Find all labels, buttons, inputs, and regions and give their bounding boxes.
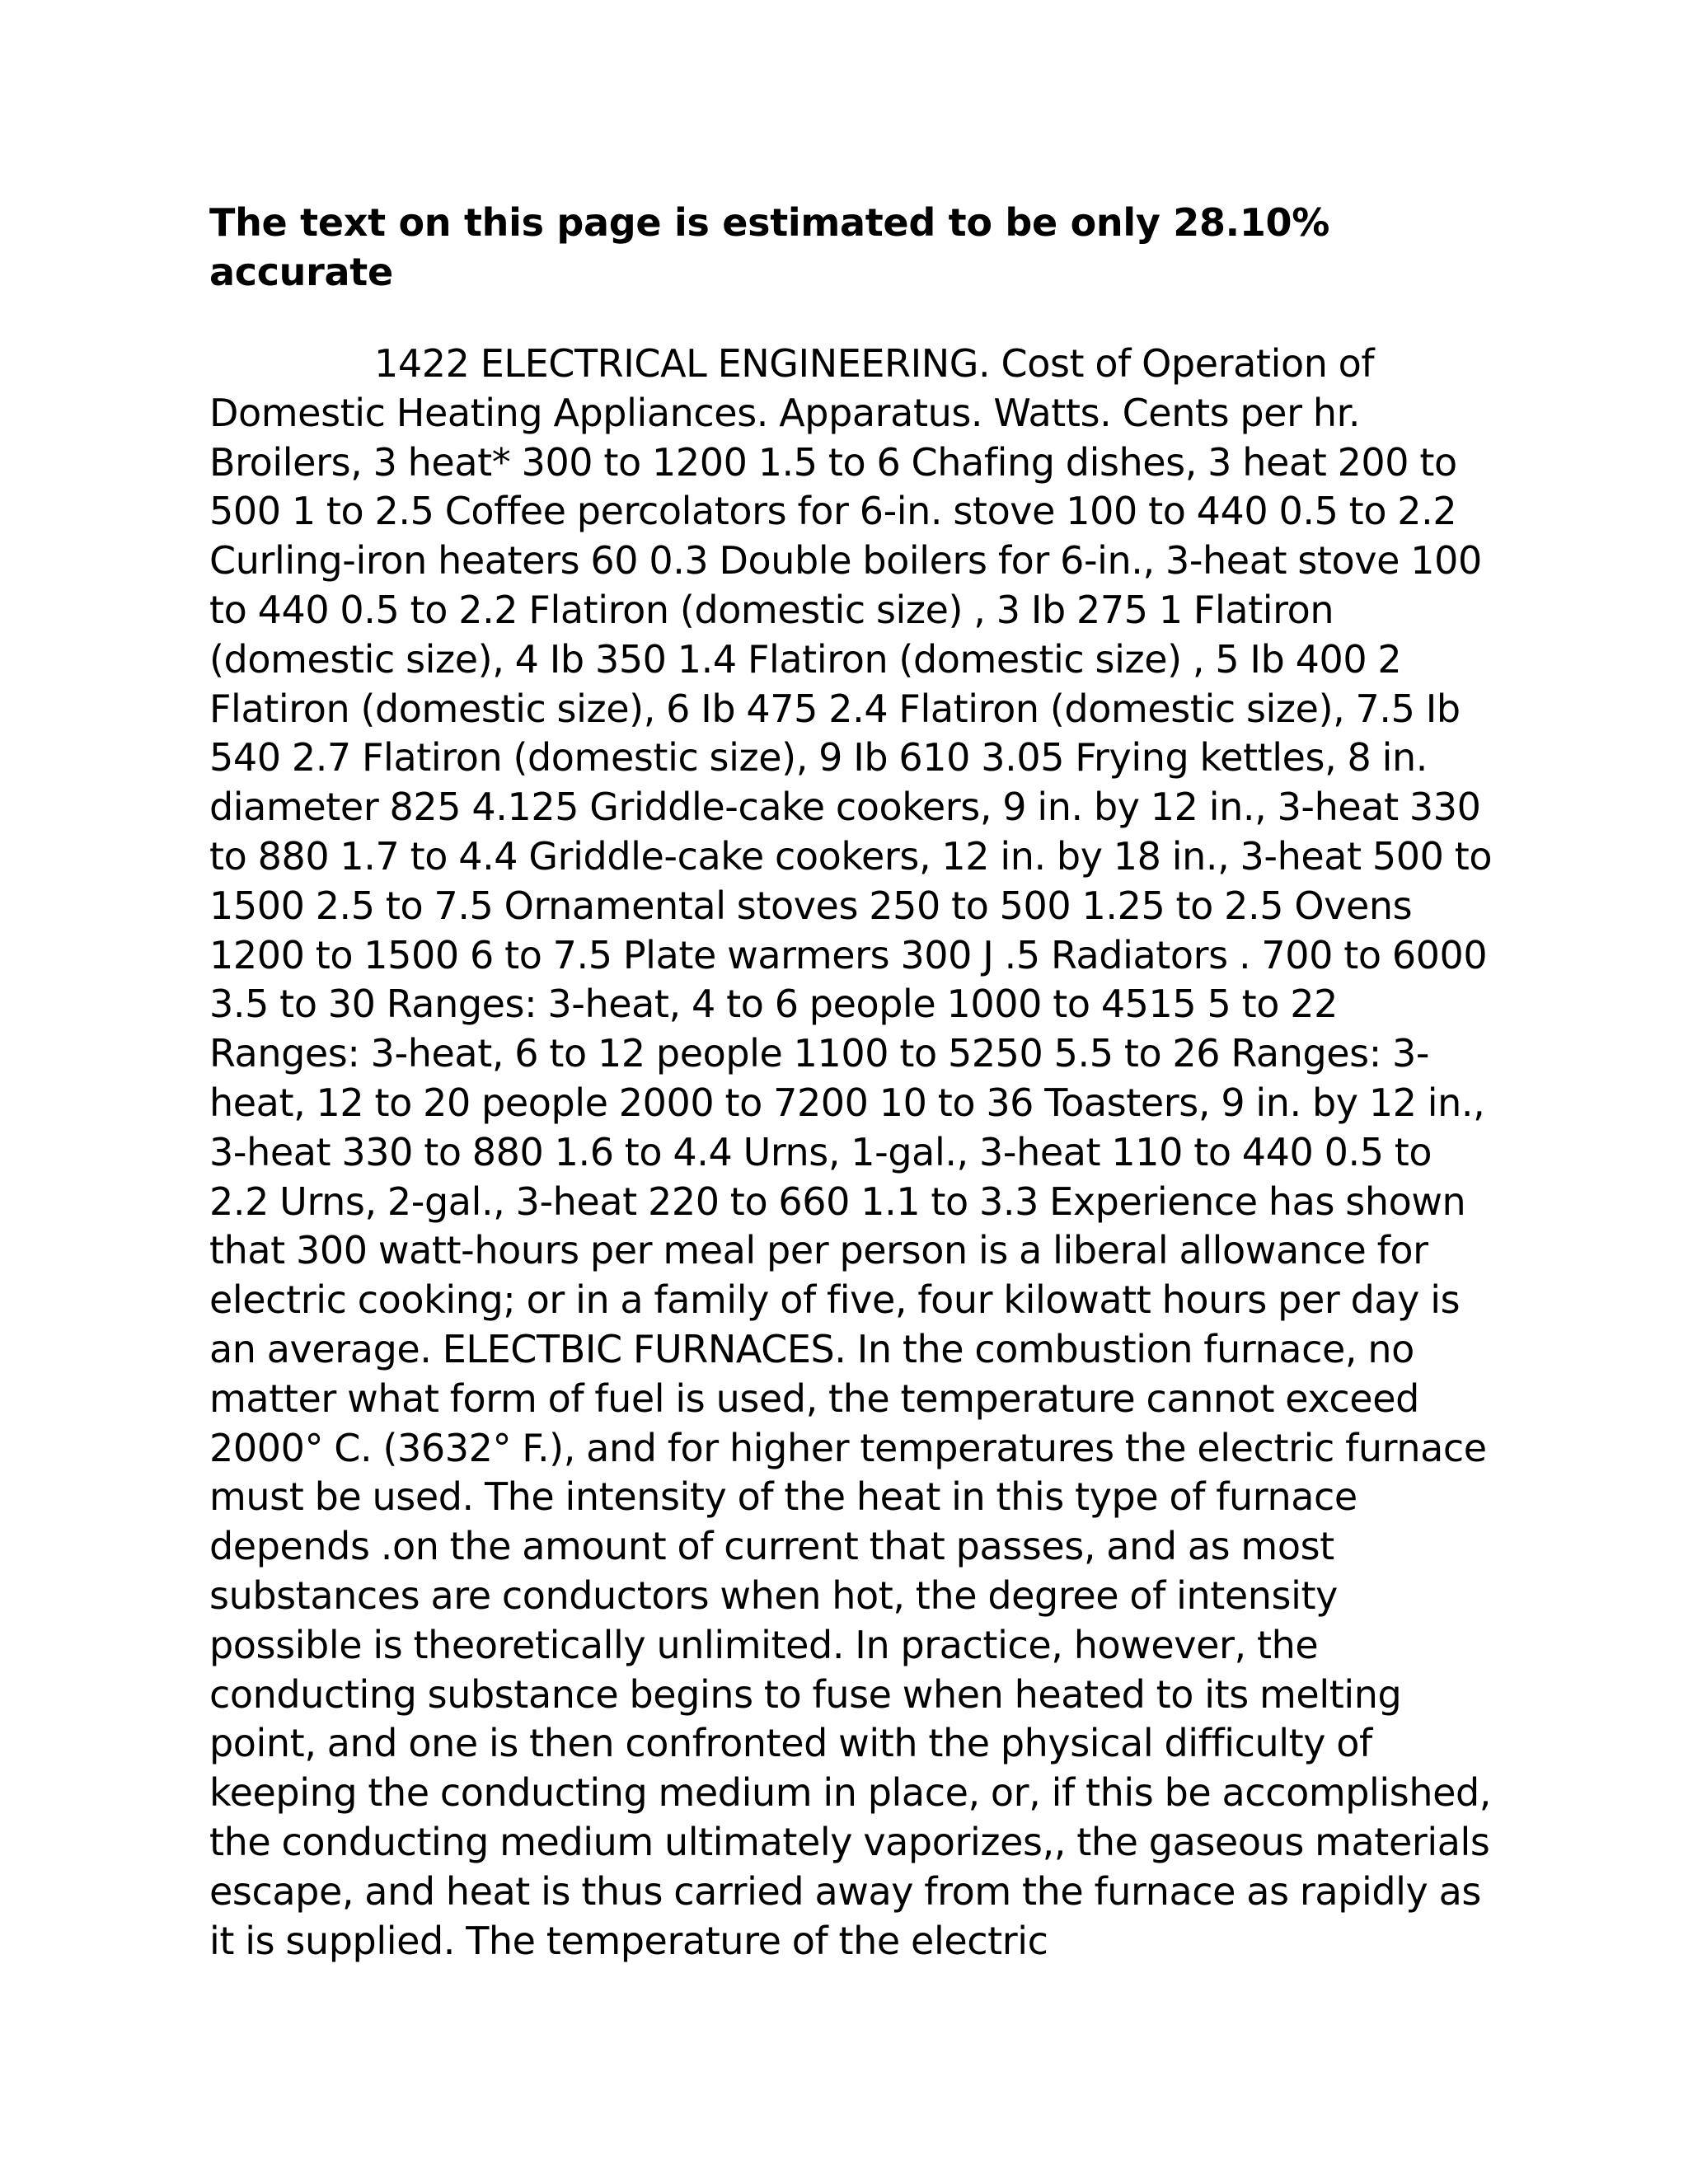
- accuracy-heading: The text on this page is estimated to be only 28.10% accurate: [209, 200, 1330, 294]
- document-page: [209, 198, 1495, 1966]
- ocr-body-text: 1422 ELECTRICAL ENGINEERING. Cost of Operation of Domestic Heating Appliances. Apparatus. Watts. Cents per hr. Broilers, 3 heat* 300 to 1200 1.5 to 6 Chafing dishes, 3 heat 200 to 500 1 to 2.5 Coffee percolators for 6-in. stove 100 to 440 0.5 to 2.2 Curling-iron heaters 60 0.3 Double boilers for 6-in., 3-heat stove 100 to 440 0.5 to 2.2 Flatiron (domestic size) , 3 Ib 275 1 Flatiron (domestic size), 4 Ib 350 1.4 Flatiron (domestic size) , 5 Ib 400 2 Flatiron (domestic size), 6 Ib 475 2.4 Flatiron (domestic size), 7.5 Ib 540 2.7 Flatiron (domestic size), 9 Ib 610 3.05 Frying kettles, 8 in. diameter 825 4.125 Griddle-cake cookers, 9 in. by 12 in., 3-heat 330 to 880 1.7 to 4.4 Griddle-cake cookers, 12 in. by 18 in., 3-heat 500 to 1500 2.5 to 7.5 Ornamental stoves 250 to 500 1.25 to 2.5 Ovens 1200 to 1500 6 to 7.5 Plate warmers 300 J .5 Radiators . 700 to 6000 3.5 to 30 Ranges: 3-heat, 4 to 6 people 1000 to 4515 5 to 22 Ranges: 3-heat, 6 to 12 people 1100 to 5250 5.5 to 26 Ranges: 3-heat, 12 to 20 people 2000 to 7200 10 to 36 Toasters, 9 in. by 12 in., 3-heat 330 to 880 1.6 to 4.4 Urns, 1-gal., 3-heat 110 to 440 0.5 to 2.2 Urns, 2-gal., 3-heat 220 to 660 1.1 to 3.3 Experience has shown that 300 watt-hours per meal per person is a liberal allowance for electric cooking; or in a family of five, four kilowatt hours per day is an average. ELECTBIC FURNACES. In the combustion furnace, no matter what form of fuel is used, the temperature cannot exceed 2000° C. (3632° F.), and for higher temperatures the electric furnace must be used. The intensity of the heat in this type of furnace depends .on the amount of current that passes, and as most substances are conductors when hot, the degree of intensity possible is theoretically unlimited. In practice, however, the conducting substance begins to fuse when heated to its melting point, and one is then confronted with the physical difficulty of keeping the conducting medium in place, or, if this be accomplished, the conducting medium ultimately vaporizes,, the gaseous materials escape, and heat is thus carried away from the furnace as rapidly as it is supplied. The temperature of the electric: [209, 341, 1493, 1963]
